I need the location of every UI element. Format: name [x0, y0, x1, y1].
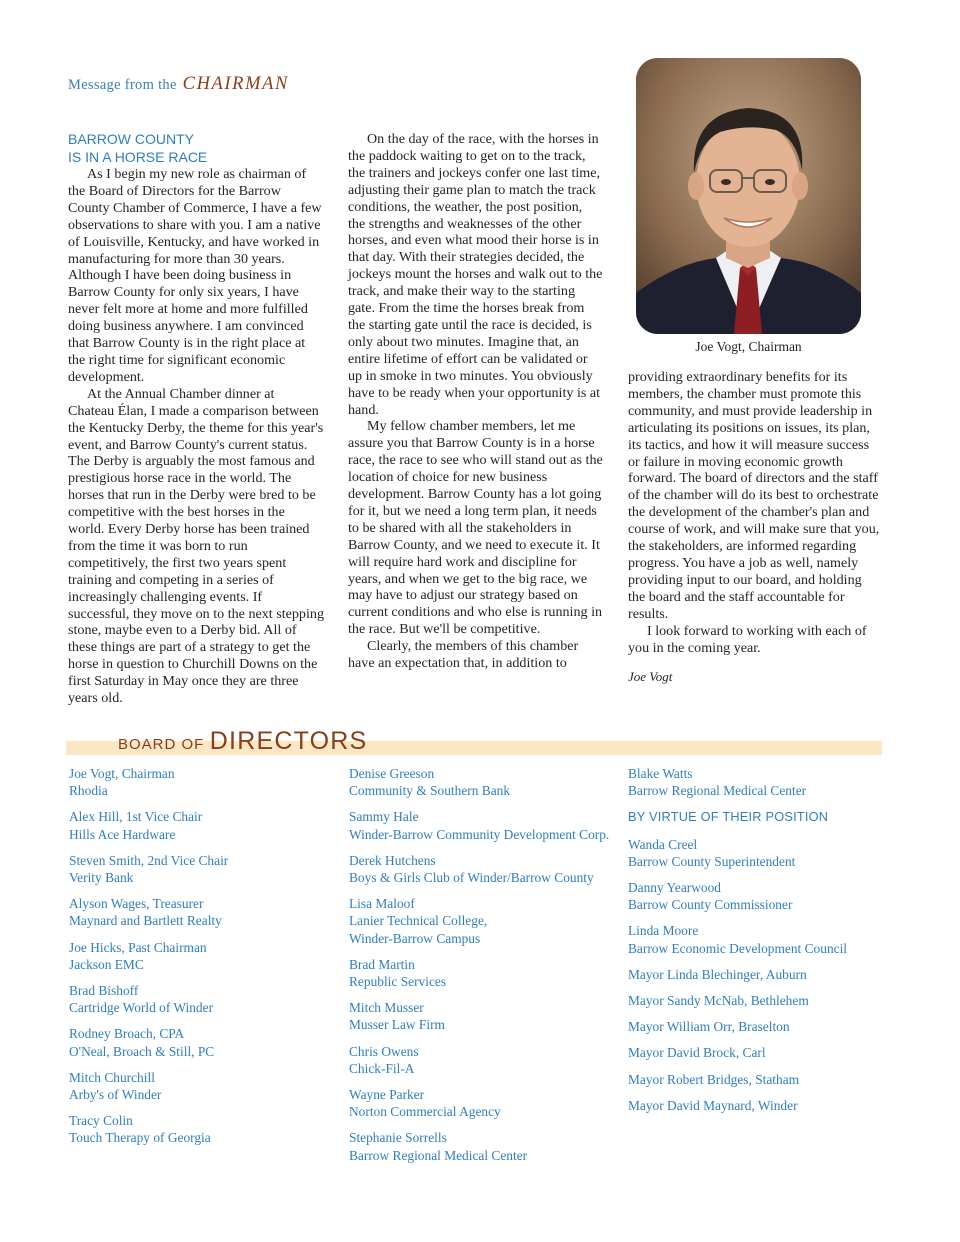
directors-column-2 — [349, 765, 629, 1173]
director-entry — [69, 895, 349, 929]
director-name: Wayne Parker — [349, 1087, 425, 1103]
board-title — [118, 727, 367, 756]
director-name: Mitch Musser — [349, 1000, 424, 1016]
mayor-entry: Mayor William Orr, Braselton — [628, 1019, 790, 1035]
director-name: Lisa Maloof — [349, 896, 415, 912]
director-name: Stephanie Sorrells — [349, 1130, 447, 1146]
director-org: Boys & Girls Club of Winder/Barrow County — [349, 870, 594, 886]
director-name: Joe Vogt, Chairman — [69, 766, 175, 781]
director-entry — [69, 808, 349, 842]
director-name: Alyson Wages, Treasurer — [69, 896, 204, 912]
director-entry — [349, 956, 629, 990]
director-org: Touch Therapy of Georgia — [69, 1130, 211, 1146]
director-org: Jackson EMC — [69, 956, 144, 972]
article-column-1 — [68, 131, 324, 707]
article-paragraph: I look forward to working with each of you in the coming year. — [628, 622, 867, 656]
board-title-large: DIRECTORS — [209, 727, 368, 755]
director-entry — [349, 1129, 629, 1163]
director-org: Hills Ace Hardware — [69, 826, 176, 842]
director-name: Alex Hill, 1st Vice Chair — [69, 809, 203, 825]
director-org: Cartridge World of Winder — [69, 1000, 214, 1016]
article-heading-line-2: IS IN A HORSE RACE — [68, 148, 208, 165]
director-org: Lanier Technical College, — [349, 913, 488, 929]
director-org: Norton Commercial Agency — [349, 1104, 501, 1120]
director-entry — [349, 895, 629, 947]
director-name: Brad Martin — [349, 956, 415, 972]
director-name: Chris Owens — [349, 1043, 419, 1059]
director-name: Sammy Hale — [349, 809, 419, 825]
director-org-line-2: Winder-Barrow Campus — [349, 930, 481, 946]
director-name: Joe Hicks, Past Chairman — [69, 939, 207, 955]
header-title: CHAIRMAN — [182, 74, 289, 94]
article-column-3 — [628, 369, 882, 656]
director-org: Arby's of Winder — [69, 1087, 162, 1103]
chairman-photo — [636, 58, 861, 334]
director-org: Musser Law Firm — [349, 1017, 445, 1033]
director-name: Danny Yearwood — [628, 880, 721, 896]
position-heading: BY VIRTUE OF THEIR POSITION — [628, 809, 829, 825]
director-org: Winder-Barrow Community Development Corp. — [349, 826, 610, 842]
director-name: Denise Greeson — [349, 766, 435, 781]
article-paragraph: At the Annual Chamber dinner at Chateau Élan, I made a comparison between the Kentucky Derby, the theme for this year's event, and Barrow County's current status. The Derby is arguably the most famous and prestigious horse race in the world. The horses that run in the Derby were bred to be competitive with the best horses in the world. Every Derby horse has been trained from the time it was born to run competitively, the first two years spent training and competing in a series of increasingly challenging events. If successful, they move on to the next stepping stone, maybe even to a Derby bid. All of these things are part of a strategy to get the horse in question to Churchill Downs on the first Saturday in May once they are three years old. — [68, 385, 324, 707]
director-entry — [628, 922, 908, 956]
director-org: Barrow Economic Development Council — [628, 940, 848, 956]
article-paragraph: My fellow chamber members, let me assure you that Barrow County is in a horse race, the race to see who will stand out as the location of choice for new business development. Barrow County has a lot going for it, but we need a long term plan, it needs to be shared with all the stakeholders in Barrow County, and we need to execute it. It will require hard work and discipline for years, and when we get to the big race, we may have to adjust our strategy based on current conditions and who else is running in the race. But we'll be competitive. — [348, 418, 603, 638]
directors-column-1 — [69, 765, 349, 1156]
director-entry — [69, 765, 349, 799]
article-column-2 — [348, 131, 603, 672]
director-org: Barrow Regional Medical Center — [349, 1147, 528, 1163]
director-entry — [69, 852, 349, 886]
director-org: Republic Services — [349, 974, 447, 990]
director-name: Tracy Colin — [69, 1113, 133, 1129]
director-entry — [349, 808, 629, 842]
director-entry — [628, 765, 908, 799]
section-header — [68, 74, 289, 95]
photo-caption: Joe Vogt, Chairman — [695, 339, 802, 354]
board-title-small: BOARD OF — [118, 736, 205, 753]
director-entry — [628, 836, 908, 870]
mayor-entry: Mayor Robert Bridges, Statham — [628, 1071, 800, 1087]
director-entry — [349, 765, 629, 799]
article-paragraph: Clearly, the members of this chamber have an expectation that, in addition to — [348, 638, 579, 672]
director-name: Brad Bishoff — [69, 983, 139, 999]
header-prefix: Message from the — [68, 77, 177, 93]
article-paragraph: providing extraordinary benefits for its members, the chamber must promote this community, and must provide leadership in articulating its positions on issues, its plan, its tactics, and how it will measure success or failure in moving economic growth forward. The board of directors and the staff of the chamber will do its best to orchestrate the development of the chamber's plan and course of work, and will make sure that you, the stakeholders, are informed regarding progress. You have a job as well, namely providing input to our board, and holding the board and the staff accountable for results. — [628, 369, 880, 622]
director-name: Wanda Creel — [628, 836, 698, 852]
director-entry — [69, 939, 349, 973]
signature: Joe Vogt — [628, 669, 673, 684]
mayor-entry: Mayor David Maynard, Winder — [628, 1097, 798, 1113]
director-entry — [69, 1069, 349, 1103]
mayor-entry: Mayor David Brock, Carl — [628, 1045, 766, 1061]
director-org: Barrow County Commissioner — [628, 897, 793, 913]
director-org: Maynard and Bartlett Realty — [69, 913, 222, 929]
director-org: Chick-Fil-A — [349, 1060, 415, 1076]
article-heading-line-1: BARROW COUNTY — [68, 131, 194, 147]
director-org: Barrow County Superintendent — [628, 853, 796, 869]
director-entry — [69, 1025, 349, 1059]
director-name: Derek Hutchens — [349, 852, 436, 868]
directors-column-3 — [628, 765, 908, 1123]
director-org: Barrow Regional Medical Center — [628, 783, 807, 799]
director-name: Linda Moore — [628, 923, 699, 939]
director-entry — [69, 1112, 349, 1146]
article-paragraph: On the day of the race, with the horses in the paddock waiting to get on to the track, the trainers and jockeys confer one last time, adjusting their game plan to match the track conditions, the weather, the post position, the strengths and weaknesses of the other horses, and even what mood their horse is in that day. With their strategies decided, the jockeys mount the horses and walk out to the track, and make their way to the starting gate. From the time the horses break from the starting gate until the race is decided, is only about two minutes. Imagine that, an entire lifetime of effort can be validated or up in smoke in two minutes. You obviously have to be ready when your opportunity is at hand. — [348, 131, 603, 418]
mayor-entry: Mayor Sandy McNab, Bethlehem — [628, 993, 809, 1009]
director-name: Steven Smith, 2nd Vice Chair — [69, 852, 229, 868]
director-entry — [349, 999, 629, 1033]
director-org: O'Neal, Broach & Still, PC — [69, 1043, 215, 1059]
director-name: Mitch Churchill — [69, 1069, 155, 1085]
director-entry — [349, 1086, 629, 1120]
director-org: Community & Southern Bank — [349, 783, 511, 799]
portrait-illustration — [636, 58, 861, 334]
director-entry — [349, 852, 629, 886]
director-org: Verity Bank — [69, 870, 134, 886]
director-name: Blake Watts — [628, 766, 693, 781]
article-paragraph: As I begin my new role as chairman of the Board of Directors for the Barrow County Chamber of Commerce, I have a few observations to share with you. I am a native of Louisville, Kentucky, and have worked in manufacturing for more than 30 years. Although I have been doing business in Barrow County for only six years, I have never felt more at home and more fulfilled doing business anywhere. I am convinced that Barrow County is in the right place at the right time for significant economic development. — [68, 166, 322, 385]
director-entry — [349, 1043, 629, 1077]
director-entry — [69, 982, 349, 1016]
director-name: Rodney Broach, CPA — [69, 1026, 185, 1042]
director-entry — [628, 879, 908, 913]
director-org: Rhodia — [69, 783, 108, 799]
mayor-entry: Mayor Linda Blechinger, Auburn — [628, 966, 807, 982]
